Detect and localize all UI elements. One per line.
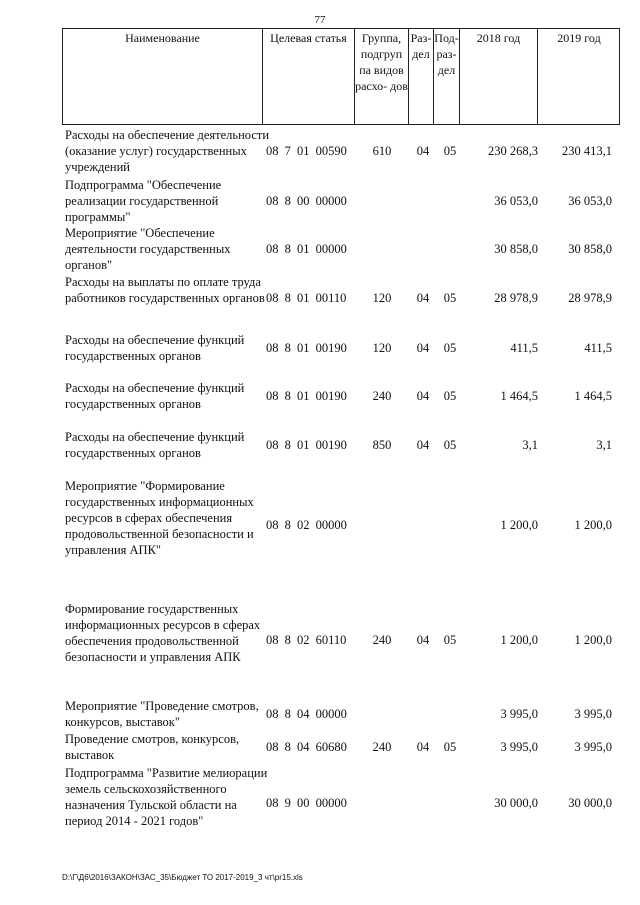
row-name: Мероприятие "Формирование государственных информационных ресурсов в сферах обеспечения продовольственной безопасности и управления АПК" — [65, 479, 254, 557]
row-2018: 1 464,5 — [500, 389, 538, 403]
row-group: 850 — [372, 438, 392, 452]
row-2019: 1 464,5 — [574, 389, 612, 403]
row-subsection: 05 — [443, 144, 457, 158]
row-section: 04 — [416, 438, 430, 452]
header-target: Целевая статья — [262, 28, 354, 124]
row-code: 08 8 02 00000 — [266, 518, 347, 532]
row-2018: 28 978,9 — [494, 291, 538, 305]
row-code: 08 8 01 00110 — [266, 291, 347, 305]
footer-file-path: D:\Г\Д6\2016\ЗАКОН\ЗАС_35\Бюджет ТО 2017-2019_3 чт\pr15.xls — [62, 873, 303, 882]
header-section: Раз- дел — [408, 28, 433, 124]
row-code: 08 8 01 00000 — [266, 242, 347, 256]
row-2019: 230 413,1 — [562, 144, 612, 158]
row-name: Расходы на выплаты по оплате труда работников государственных органов — [65, 275, 265, 305]
row-section: 04 — [416, 144, 430, 158]
row-name: Мероприятие "Проведение смотров, конкурсов, выставок" — [65, 699, 259, 729]
row-name: Мероприятие "Обеспечение деятельности государственных органов" — [65, 226, 231, 272]
row-2018: 36 053,0 — [494, 194, 538, 208]
row-name: Расходы на обеспечение функций государственных органов — [65, 381, 245, 411]
header-group: Группа, подгруп па видов расхо- дов — [354, 28, 408, 124]
row-section: 04 — [416, 341, 430, 355]
header-right-border — [619, 28, 620, 124]
row-code: 08 7 01 00590 — [266, 144, 347, 158]
row-code: 08 8 04 60680 — [266, 740, 347, 754]
page-number: 77 — [314, 14, 326, 26]
row-group: 120 — [372, 291, 392, 305]
row-code: 08 8 01 00190 — [266, 341, 347, 355]
row-name: Подпрограмма "Обеспечение реализации государственной программы" — [65, 178, 222, 224]
row-subsection: 05 — [443, 740, 457, 754]
header-name: Наименование — [62, 28, 262, 124]
row-name: Расходы на обеспечение функций государственных органов — [65, 430, 245, 460]
row-2018: 230 268,3 — [488, 144, 538, 158]
row-code: 08 8 04 00000 — [266, 707, 347, 721]
table-header — [62, 28, 620, 124]
row-code: 08 8 01 00190 — [266, 389, 347, 403]
row-group: 120 — [372, 341, 392, 355]
row-name: Подпрограмма "Развитие мелиорации земель сельскохозяйственного назначения Тульской области на период 2014 - 2021 годов" — [65, 766, 268, 828]
row-name: Проведение смотров, конкурсов, выставок — [65, 732, 240, 762]
row-2019: 28 978,9 — [568, 291, 612, 305]
row-name: Расходы на обеспечение функций государственных органов — [65, 333, 245, 363]
row-code: 08 9 00 00000 — [266, 796, 347, 810]
row-name: Формирование государственных информационных ресурсов в сферах обеспечения продовольственной безопасности и управления АПК — [65, 602, 261, 664]
row-2018: 1 200,0 — [500, 518, 538, 532]
row-section: 04 — [416, 633, 430, 647]
header-subsection: Под- раз- дел — [433, 28, 459, 124]
row-2018: 411,5 — [510, 341, 538, 355]
row-2018: 3 995,0 — [500, 707, 538, 721]
row-2019: 30 000,0 — [568, 796, 612, 810]
row-2018: 3,1 — [522, 438, 538, 452]
header-bottom-border — [62, 124, 620, 125]
row-code: 08 8 00 00000 — [266, 194, 347, 208]
row-2019: 36 053,0 — [568, 194, 612, 208]
row-section: 04 — [416, 389, 430, 403]
row-2019: 3 995,0 — [574, 740, 612, 754]
row-2019: 3,1 — [596, 438, 612, 452]
row-group: 240 — [372, 633, 392, 647]
row-section: 04 — [416, 291, 430, 305]
header-2018: 2018 год — [459, 28, 537, 124]
row-group: 240 — [372, 740, 392, 754]
row-section: 04 — [416, 740, 430, 754]
row-name: Расходы на обеспечение деятельности (оказание услуг) государственных учреждений — [65, 128, 270, 174]
row-subsection: 05 — [443, 389, 457, 403]
header-2019: 2019 год — [537, 28, 620, 124]
row-code: 08 8 02 60110 — [266, 633, 347, 647]
row-2019: 1 200,0 — [574, 518, 612, 532]
row-2018: 30 858,0 — [494, 242, 538, 256]
row-2019: 1 200,0 — [574, 633, 612, 647]
row-group: 240 — [372, 389, 392, 403]
row-subsection: 05 — [443, 633, 457, 647]
row-2019: 30 858,0 — [568, 242, 612, 256]
row-2019: 411,5 — [584, 341, 612, 355]
row-code: 08 8 01 00190 — [266, 438, 347, 452]
row-2018: 30 000,0 — [494, 796, 538, 810]
row-2018: 1 200,0 — [500, 633, 538, 647]
row-subsection: 05 — [443, 341, 457, 355]
row-group: 610 — [372, 144, 392, 158]
row-subsection: 05 — [443, 438, 457, 452]
row-subsection: 05 — [443, 291, 457, 305]
row-2019: 3 995,0 — [574, 707, 612, 721]
row-2018: 3 995,0 — [500, 740, 538, 754]
